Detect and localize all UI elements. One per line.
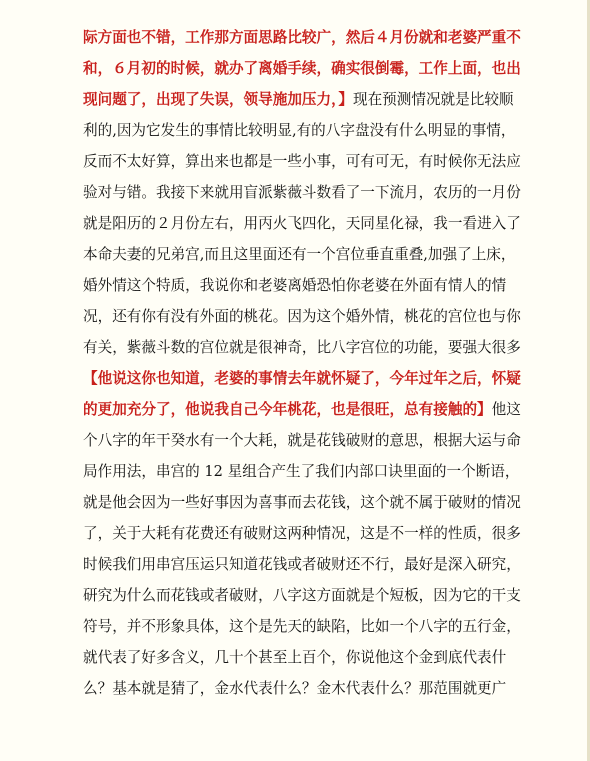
text-line <box>83 363 521 394</box>
text-line <box>83 487 521 518</box>
highlighted-quote: 的更加充分了，他说我自己今年桃花，也是很旺，总有接触的】 <box>83 401 492 418</box>
highlighted-quote: 际方面也不错，工作那方面思路比较广，然后４月份就和老婆严重不 <box>83 29 521 46</box>
text-segment: 研究为什么而花钱或者破财，八字这方面就是个短板，因为它的干支 <box>83 587 521 604</box>
text-segment: 个八字的年干癸水有一个大耗，就是花钱破财的意思，根据大运与命 <box>83 432 521 449</box>
text-line <box>83 332 521 363</box>
text-line <box>83 177 521 208</box>
text-line <box>83 673 507 704</box>
text-segment: 就是阳历的２月份左右，用丙火飞四化，天同星化禄，我一看进入了 <box>83 215 521 232</box>
text-segment: 么？基本就是猜了，金水代表什么？金木代表什么？那范围就更广 <box>83 680 507 697</box>
text-segment: 局作用法，串宫的 12 星组合产生了我们内部口诀里面的一个断语， <box>83 463 520 480</box>
text-segment: 有关，紫薇斗数的宫位就是很神奇，比八字宫位的功能，要强大很多 <box>83 339 521 356</box>
highlighted-quote: 【他说这你也知道，老婆的事情去年就怀疑了，今年过年之后，怀疑 <box>83 370 521 387</box>
text-segment: 本命夫妻的兄弟宫,而且这里面还有一个宫位垂直重叠,加强了上床， <box>83 246 516 263</box>
text-segment: 验对与错。我接下来就用盲派紫薇斗数看了一下流月，农历的一月份 <box>83 184 521 201</box>
text-segment: 况，还有你有没有外面的桃花。因为这个婚外情，桃花的宫位也与你 <box>83 308 521 325</box>
text-line <box>83 425 521 456</box>
text-line <box>83 270 507 301</box>
text-line <box>83 611 521 642</box>
text-line <box>83 208 521 239</box>
text-line <box>83 239 516 270</box>
highlighted-quote: 现问题了，出现了失误，领导施加压力，】 <box>83 91 353 108</box>
text-segment: 就是他会因为一些好事因为喜事而去花钱，这个就不属于破财的情况 <box>83 494 521 511</box>
text-segment: 了，关于大耗有花费还有破财这两种情况，这是不一样的性质，很多 <box>83 525 521 542</box>
text-line <box>83 456 520 487</box>
text-segment: 他这 <box>491 401 521 418</box>
text-line <box>83 22 521 53</box>
text-line <box>83 115 516 146</box>
text-line <box>83 549 521 580</box>
text-line <box>83 394 521 425</box>
text-segment: 婚外情这个特质，我说你和老婆离婚恐怕你老婆在外面有情人的情 <box>83 277 507 294</box>
text-line <box>83 146 521 177</box>
body-text <box>83 22 521 704</box>
text-line <box>83 642 507 673</box>
text-line <box>83 518 521 549</box>
text-segment: 时候我们用串宫压运只知道花钱或者破财还不行，最好是深入研究， <box>83 556 521 573</box>
text-segment: 符号，并不形象具体，这个是先天的缺陷，比如一个八字的五行金， <box>83 618 521 635</box>
text-segment: 反而不太好算，算出来也都是一些小事，可有可无，有时候你无法应 <box>83 153 521 170</box>
highlighted-quote: 和，６月初的时候，就办了离婚手续，确实很倒霉，工作上面，也出 <box>83 60 521 77</box>
text-line <box>83 580 521 611</box>
text-line <box>83 84 514 115</box>
text-segment: 利的,因为它发生的事情比较明显,有的八字盘没有什么明显的事情， <box>83 122 516 139</box>
text-segment: 现在预测情况就是比较顺 <box>352 91 514 108</box>
text-line <box>83 301 521 332</box>
text-segment: 就代表了好多含义，几十个甚至上百个，你说他这个金到底代表什 <box>83 649 507 666</box>
text-line <box>83 53 521 84</box>
